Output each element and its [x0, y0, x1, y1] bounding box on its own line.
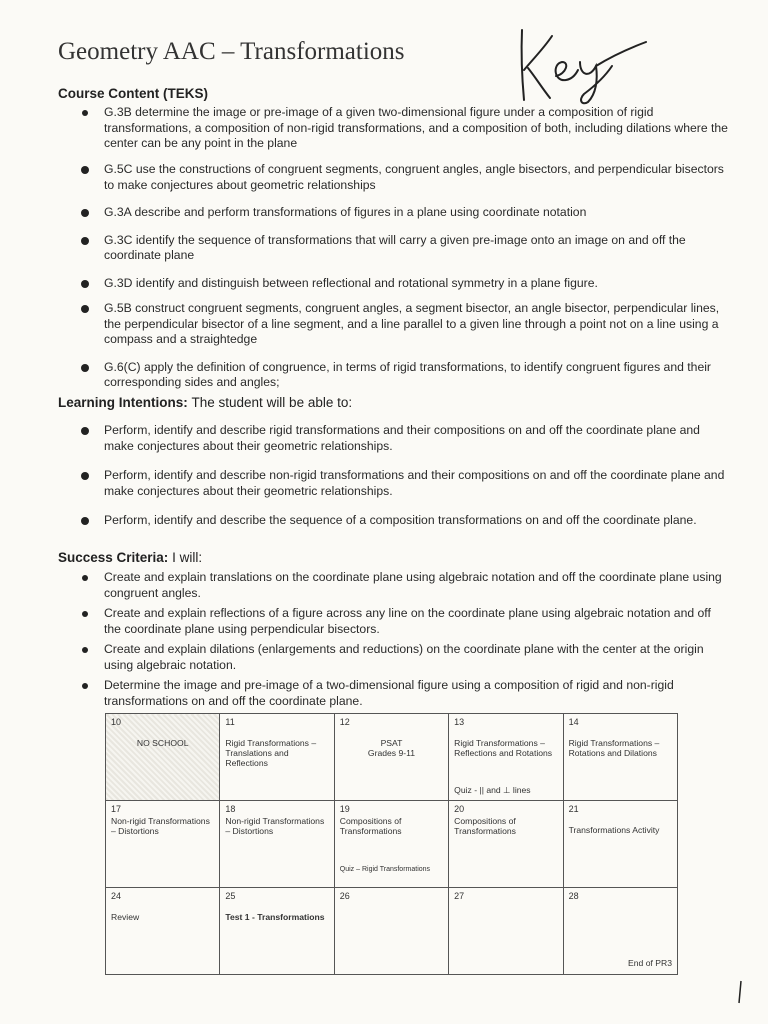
list-item: G.6(C) apply the definition of congruence, in terms of rigid transformations, to identify congruent figures and their corresponding sides and angles;	[80, 360, 730, 391]
bullet-icon	[81, 517, 89, 525]
cell-text: Rigid Transformations – Reflections and Rotations	[454, 738, 553, 758]
list-item: G.3B determine the image or pre-image of a given two-dimensional figure under a composition of rigid transformations, a composition of non-rigid transformations, and a composition of both, including dilations where the center can be any point in the plane	[80, 105, 730, 153]
calendar-row	[106, 801, 678, 888]
success-criteria-lead: I will:	[172, 550, 203, 565]
course-content-list	[80, 105, 730, 391]
cell-subtext: Grades 9-11	[367, 748, 416, 758]
cell-text: Review	[111, 912, 140, 922]
calendar-cell	[449, 714, 563, 801]
day-number: 28	[568, 891, 579, 901]
list-item: Perform, identify and describe non-rigid transformations and their compositions on and off the coordinate plane and make conjectures about their geometric relationships.	[80, 468, 730, 499]
cell-text: Non-rigid Transformations – Distortions	[225, 816, 325, 836]
calendar-cell	[106, 714, 220, 801]
cell-text: Transformations Activity	[568, 825, 660, 835]
list-item: G.3A describe and perform transformations of figures in a plane using coordinate notation	[80, 205, 730, 221]
day-number: 10	[111, 717, 122, 727]
bullet-icon	[81, 209, 89, 217]
cell-note: End of PR3	[628, 958, 672, 968]
day-number: 13	[454, 717, 465, 727]
cell-text: PSAT	[380, 738, 403, 748]
bullet-icon	[82, 683, 88, 689]
calendar-cell	[220, 714, 334, 801]
bullet-icon	[81, 472, 89, 480]
learning-intentions-heading: Learning Intentions: The student will be able to:	[58, 395, 353, 410]
list-item: G.3D identify and distinguish between reflectional and rotational symmetry in a plane figure.	[80, 276, 730, 292]
list-item: G.5B construct congruent segments, congruent angles, a segment bisector, an angle bisector, perpendicular lines, the perpendicular bisector of a line segment, and a line parallel to a given line through a point not on a line using a compass and a straightedge	[80, 301, 730, 348]
calendar-cell	[563, 714, 677, 801]
calendar-cell	[334, 714, 448, 801]
calendar-cell	[449, 888, 563, 975]
calendar-row	[106, 888, 678, 975]
cell-text: Rigid Transformations – Rotations and Dilations	[568, 738, 660, 758]
bullet-icon	[82, 647, 88, 653]
calendar-cell	[220, 801, 334, 888]
day-number: 17	[111, 804, 122, 814]
day-number: 12	[339, 717, 350, 727]
bullet-icon	[82, 575, 88, 581]
list-item: G.3C identify the sequence of transformations that will carry a given pre-image onto an image on and off the coordinate plane	[80, 233, 730, 264]
course-content-heading: Course Content (TEKS)	[58, 86, 208, 101]
bullet-icon	[82, 110, 88, 116]
bullet-icon	[81, 427, 89, 435]
cell-text: Test 1 - Transformations	[225, 912, 325, 922]
bullet-icon	[81, 305, 89, 313]
day-number: 18	[225, 804, 236, 814]
list-item: Determine the image and pre-image of a two-dimensional figure using a composition of rigid and non-rigid transformations on and off the coordinate plane.	[80, 678, 730, 709]
cell-text: Non-rigid Transformations – Distortions	[111, 816, 210, 836]
calendar-cell	[334, 801, 448, 888]
bullet-icon	[81, 237, 89, 245]
success-criteria-list	[80, 570, 730, 709]
cell-note: Quiz – Rigid Transformations	[339, 866, 431, 873]
cell-text: NO SCHOOL	[136, 738, 189, 748]
calendar-cell	[563, 801, 677, 888]
calendar-table	[105, 713, 678, 975]
day-number: 25	[225, 891, 236, 901]
list-item: Create and explain reflections of a figure across any line on the coordinate plane using algebraic notation and off the coordinate plane using perpendicular bisectors.	[80, 606, 730, 637]
calendar-cell	[334, 888, 448, 975]
cell-text: Compositions of Transformations	[339, 816, 402, 836]
handwritten-key-annotation	[512, 18, 652, 108]
cell-text: Rigid Transformations – Translations and Reflections	[225, 738, 317, 768]
list-item: Perform, identify and describe the sequence of a composition transformations on and off the coordinate plane.	[80, 513, 730, 529]
bullet-icon	[82, 611, 88, 617]
day-number: 20	[454, 804, 465, 814]
list-item: Perform, identify and describe rigid transformations and their compositions on and off the coordinate plane and make conjectures about their geometric relationships.	[80, 423, 730, 454]
calendar-cell	[563, 888, 677, 975]
calendar-cell	[106, 888, 220, 975]
cell-note: Quiz - || and ⊥ lines	[454, 785, 531, 795]
bullet-icon	[81, 364, 89, 372]
cell-text: Compositions of Transformations	[454, 816, 516, 836]
day-number: 14	[568, 717, 579, 727]
day-number: 24	[111, 891, 122, 901]
bullet-icon	[81, 280, 89, 288]
learning-intentions-list	[80, 423, 730, 529]
list-item: Create and explain dilations (enlargements and reductions) on the coordinate plane with the center at the origin using algebraic notation.	[80, 642, 730, 673]
calendar-cell	[449, 801, 563, 888]
calendar-cell	[106, 801, 220, 888]
success-criteria-heading: Success Criteria: I will:	[58, 550, 203, 565]
day-number: 27	[454, 891, 465, 901]
list-item: G.5C use the constructions of congruent segments, congruent angles, angle bisectors, and perpendicular bisectors to make conjectures about geometric relationships	[80, 162, 730, 193]
day-number: 11	[225, 717, 235, 727]
list-item: Create and explain translations on the coordinate plane using algebraic notation and off the coordinate plane using congruent angles.	[80, 570, 730, 601]
page-title: Geometry AAC – Transformations	[58, 38, 405, 65]
day-number: 26	[339, 891, 350, 901]
day-number: 21	[568, 804, 579, 814]
day-number: 19	[339, 804, 350, 814]
calendar-row	[106, 714, 678, 801]
bullet-icon	[81, 166, 89, 174]
learning-intentions-lead: The student will be able to:	[191, 395, 353, 410]
margin-pen-mark	[738, 980, 742, 1004]
calendar-cell	[220, 888, 334, 975]
